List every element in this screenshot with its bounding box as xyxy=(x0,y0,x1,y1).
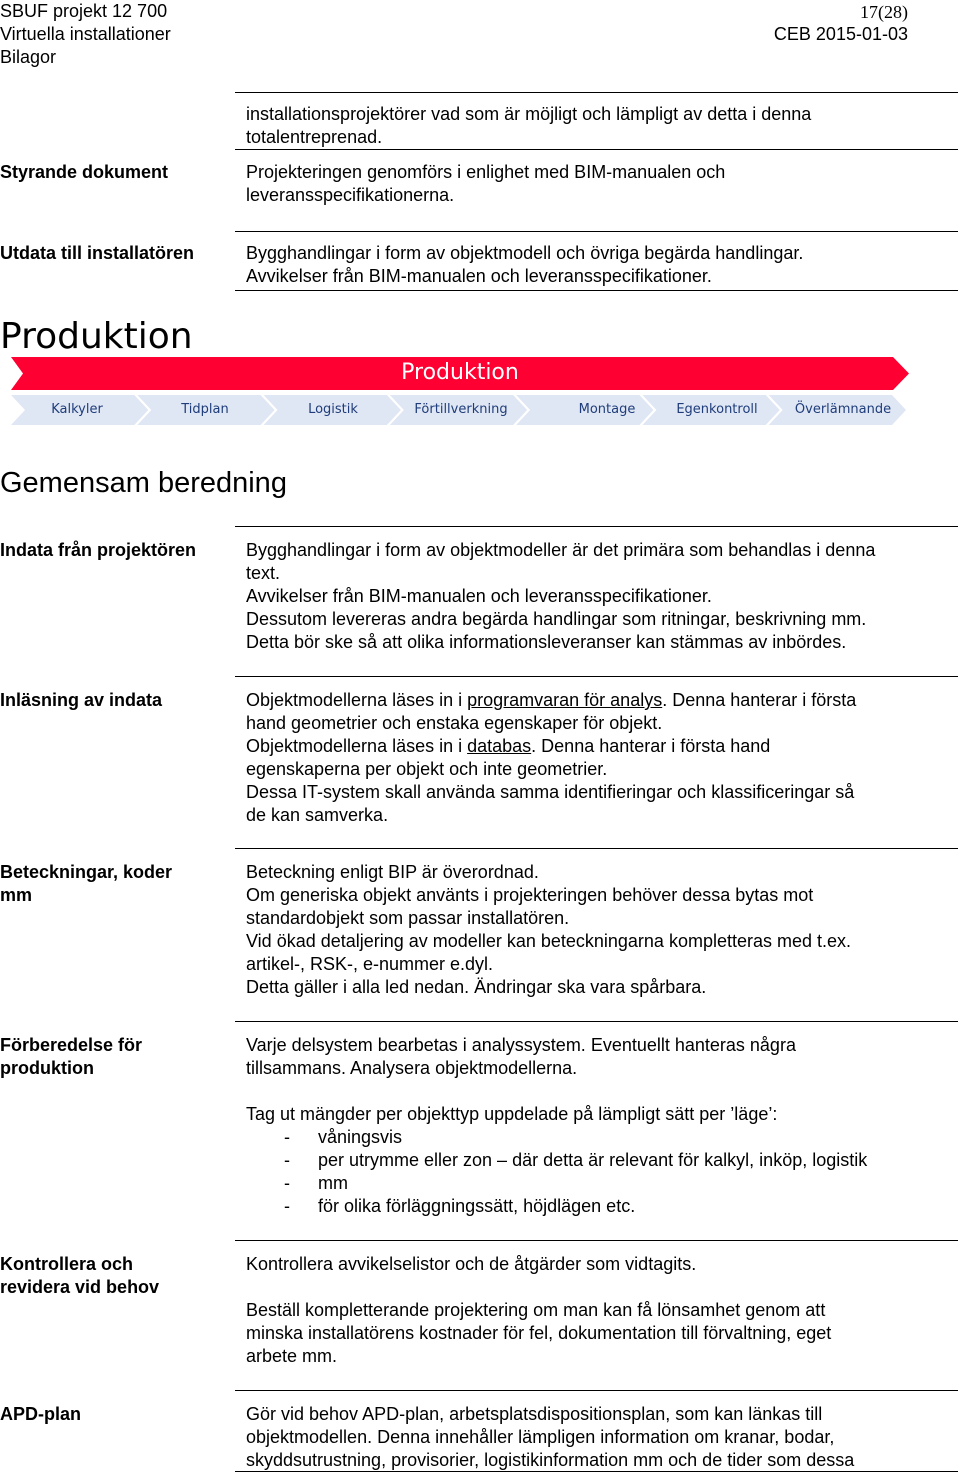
row-text: installationsprojektörer vad som är möjligt och lämpligt av detta i denna totalentreprenad. xyxy=(246,104,812,147)
step-label-tidplan: Tidplan xyxy=(181,402,229,417)
dash-list xyxy=(246,1126,951,1218)
list-item: - för olika förläggningssätt, höjdlägen etc. xyxy=(246,1195,951,1218)
section-heading-gemensam-beredning: Gemensam beredning xyxy=(0,467,287,499)
row-label-forberedelse: Förberedelse för produktion xyxy=(0,1035,143,1078)
row-text: Bygghandlingar i form av objektmodell och övriga begärda handlingar. Avvikelser från BIM-manualen och leveransspecifikationer. xyxy=(246,243,804,286)
row-divider xyxy=(235,231,958,232)
banner-title: Produktion xyxy=(401,360,519,385)
row-text-beteckningar: Beteckning enligt BIP är överordnad. Om generiska objekt använts i projekteringen behöver dessa bytas mot standardobjekt som passar installatören. Vid ökad detaljering av modeller kan beteckningarna kompletteras med t.ex. artikel-, RSK-, e-nummer e.dyl. Detta gäller i alla led nedan. Ändringar ska vara spårbara. xyxy=(246,862,852,997)
row-label-indata: Indata från projektören xyxy=(0,540,197,560)
row-divider xyxy=(235,290,958,291)
step-label-overlamnande: Överlämnande xyxy=(794,402,892,417)
row-label-utdata: Utdata till installatören xyxy=(0,243,195,263)
step-label-logistik: Logistik xyxy=(308,402,358,417)
header-subtitle: Virtuella installationer xyxy=(0,24,171,44)
row-text-kontrollera: Kontrollera avvikelselistor och de åtgärder som vidtagits. Beställ kompletterande projektering om man kan få lönsamhet genom att minska installatörens kostnader för fel, dokumentation till förvaltning, eget arbete mm. xyxy=(246,1254,832,1366)
process-banner xyxy=(11,357,909,390)
row-label-inlasning: Inläsning av indata xyxy=(0,690,163,710)
row-divider xyxy=(235,676,958,677)
step-label-montage: Montage xyxy=(578,402,636,417)
header-project: SBUF projekt 12 700 xyxy=(0,1,168,21)
row-divider xyxy=(235,1021,958,1022)
row-text-forberedelse: Varje delsystem bearbetas i analyssystem. Eventuellt hanteras några tillsammans. Analysera objektmodellerna. Tag ut mängder per objekttyp uppdelade på lämpligt sätt per ’läge’: - våningsvis - per utrymme eller zon – där detta är relevant för kalkyl, inköp, logistik - mm - för olika förläggningssätt, höjdlägen etc. xyxy=(246,1034,951,1218)
row-text-indata: Bygghandlingar i form av objektmodeller är det primära som behandlas i denna text. Avvikelser från BIM-manualen och leveransspecifikationer. Dessutom levereras andra begärda handlingar som ritningar, beskrivning mm. Detta bör ske så att olika informationsleveranser kan stämmas av inbördes. xyxy=(246,540,876,652)
row-label-kontrollera: Kontrollera och revidera vid behov xyxy=(0,1254,160,1297)
row-label-apd-plan: APD-plan xyxy=(0,1404,81,1424)
link-programvaran-for-analys[interactable]: programvaran för analys xyxy=(467,690,663,710)
list-item: - per utrymme eller zon – där detta är relevant för kalkyl, inköp, logistik xyxy=(246,1149,951,1172)
header-page-number: 17(28) xyxy=(860,2,908,22)
row-text-inlasning: Objektmodellerna läses in i programvaran för analys. Denna hanterar i första hand geometrier och enstaka egenskaper för objekt. Objektmodellerna läses in i databas. Denna hanterar i första hand egenskaperna per objekt och inte geometrier. Dessa IT-system skall använda samma identifieringar och klassificeringar så de kan samverka. xyxy=(246,690,857,825)
row-divider xyxy=(235,1240,958,1241)
row-divider xyxy=(235,1471,958,1472)
row-label-styrande-dokument: Styrande dokument xyxy=(0,162,169,182)
section-heading-produktion: Produktion xyxy=(0,316,193,357)
step-label-kalkyler: Kalkyler xyxy=(51,402,103,417)
header-date: CEB 2015-01-03 xyxy=(773,24,908,44)
row-divider xyxy=(235,848,958,849)
list-item: - våningsvis xyxy=(246,1126,951,1149)
process-steps xyxy=(11,395,909,425)
link-databas[interactable]: databas xyxy=(467,736,532,756)
row-divider xyxy=(235,526,958,527)
row-divider xyxy=(235,1390,958,1391)
row-text-apd-plan: Gör vid behov APD-plan, arbetsplatsdispositionsplan, som kan länkas till objektmodellen. Denna innehåller lämpligen information om kranar, bodar, skyddsutrustning, provisorier, logistikinformation mm och de tider som dessa xyxy=(246,1404,855,1470)
row-divider xyxy=(235,149,958,150)
step-label-egenkontroll: Egenkontroll xyxy=(676,402,758,417)
row-label-beteckningar: Beteckningar, koder mm xyxy=(0,862,173,905)
list-item-continuation: - mm xyxy=(246,1172,951,1195)
header-section: Bilagor xyxy=(0,47,57,67)
step-label-fortillverkning: Förtillverkning xyxy=(414,402,508,417)
row-text: Projekteringen genomförs i enlighet med BIM-manualen och leveransspecifikationerna. xyxy=(246,162,726,205)
row-divider xyxy=(235,92,958,93)
